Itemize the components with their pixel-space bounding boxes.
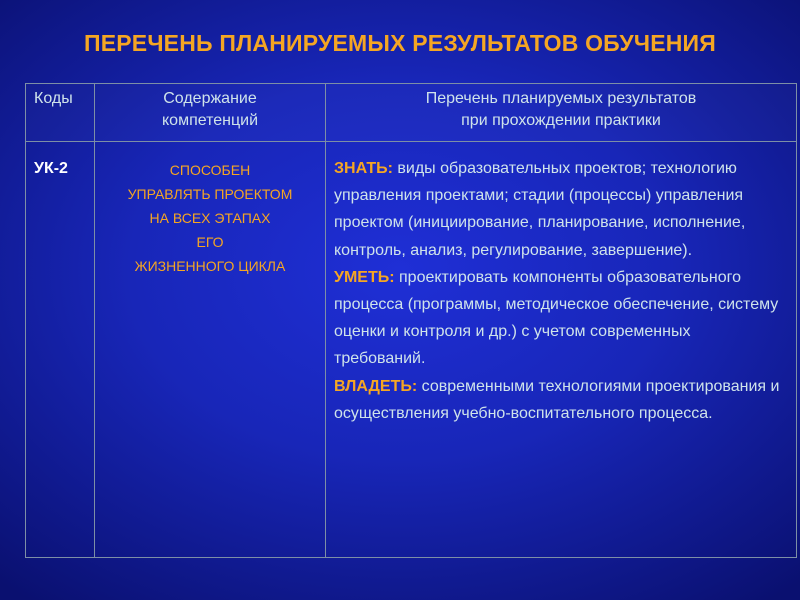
header-results xyxy=(326,84,797,142)
table-header-row xyxy=(26,84,797,142)
header-codes-label: Коды xyxy=(34,90,73,107)
competence-line-1: СПОСОБЕН xyxy=(169,162,251,178)
header-competence-line-2: компетенций xyxy=(161,112,259,129)
know-block xyxy=(334,155,786,264)
competence-line-3: НА ВСЕХ ЭТАПАХ xyxy=(149,210,271,226)
header-results-line-1: Перечень планируемых результатов xyxy=(425,90,697,107)
competence-code: УК-2 xyxy=(34,160,68,177)
can-block xyxy=(334,264,786,373)
competence-line-4: ЕГО xyxy=(196,234,224,250)
results-cell xyxy=(326,142,797,558)
header-codes xyxy=(26,84,95,142)
header-competence xyxy=(95,84,326,142)
slide-title: ПЕРЕЧЕНЬ ПЛАНИРУЕМЫХ РЕЗУЛЬТАТОВ ОБУЧЕНИЯ xyxy=(83,30,717,56)
results-table xyxy=(25,83,797,558)
table-row xyxy=(26,142,797,558)
know-text: виды образовательных проектов; технологию управления проектами; стадии (процессы) управления проектом (инициирование, планирование, исполнение, контроль, анализ, регулирование, завершение). xyxy=(334,160,746,259)
competence-line-5: ЖИЗНЕННОГО ЦИКЛА xyxy=(134,258,286,274)
can-label: УМЕТЬ: xyxy=(334,268,395,286)
know-label: ЗНАТЬ: xyxy=(334,160,393,177)
master-text: современными технологиями проектирования и осуществления учебно-воспитательного процесса. xyxy=(334,377,780,422)
competence-line-2: УПРАВЛЯТЬ ПРОЕКТОМ xyxy=(127,186,293,202)
competence-cell xyxy=(95,142,326,558)
master-label: ВЛАДЕТЬ: xyxy=(334,377,418,395)
master-block xyxy=(334,373,786,427)
code-cell xyxy=(26,142,95,558)
header-results-line-2: при прохождении практики xyxy=(461,112,661,129)
can-text: проектировать компоненты образовательного процесса (программы, методическое обеспечение, систему оценки и контроля и др.) с учетом современных требований. xyxy=(334,268,779,368)
header-competence-line-1: Содержание xyxy=(163,90,257,107)
